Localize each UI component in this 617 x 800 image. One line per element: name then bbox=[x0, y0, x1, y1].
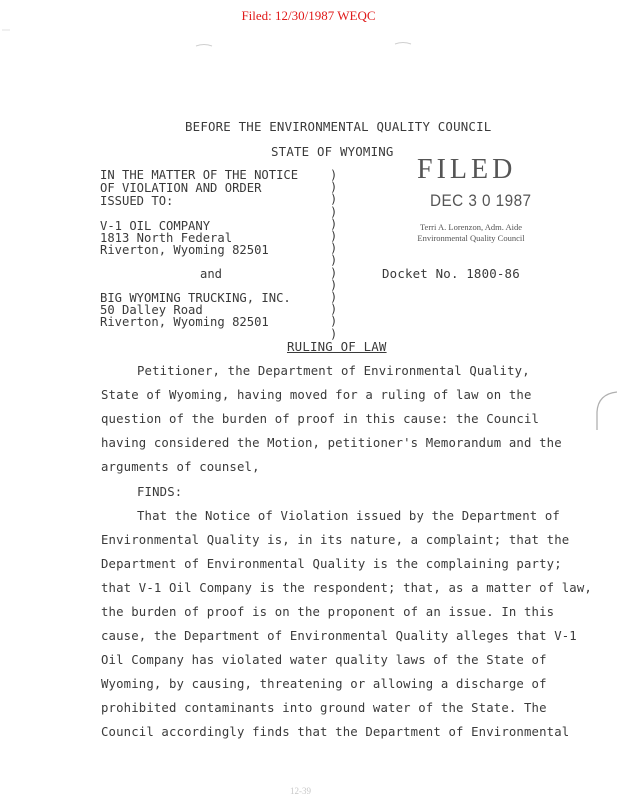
para1-line-1: Petitioner, the Department of Environmental Quality, bbox=[137, 364, 530, 378]
para2-line-3: Department of Environmental Quality is the complaining party; bbox=[101, 557, 562, 571]
caption-party2-city: Riverton, Wyoming 82501 bbox=[100, 315, 269, 329]
para2-line-9: prohibited contaminants into ground water of the State. The bbox=[101, 701, 547, 715]
para1-line-4: having considered the Motion, petitioner's Memorandum and the bbox=[101, 436, 562, 450]
para1-line-3: question of the burden of proof in this cause: the Council bbox=[101, 412, 540, 426]
caption-and: and bbox=[200, 267, 223, 281]
para2-line-6: cause, the Department of Environmental Quality alleges that V-1 bbox=[101, 629, 577, 643]
caption-matter-3: ISSUED TO: bbox=[100, 194, 174, 208]
caption-matter-1: IN THE MATTER OF THE NOTICE bbox=[100, 168, 299, 182]
finds-label: FINDS: bbox=[137, 485, 183, 499]
document-title: RULING OF LAW bbox=[287, 339, 387, 354]
heading-council: BEFORE THE ENVIRONMENTAL QUALITY COUNCIL bbox=[185, 119, 492, 134]
filed-header: Filed: 12/30/1987 WEQC bbox=[241, 8, 376, 23]
para1-line-5: arguments of counsel, bbox=[101, 460, 260, 474]
caption-party2-street: 50 Dalley Road bbox=[100, 303, 203, 317]
filed-stamp-word: FILED bbox=[417, 154, 517, 185]
caption-party2-name: BIG WYOMING TRUCKING, INC. bbox=[100, 291, 291, 305]
caption-brackets: ) ) ) ) ) ) ) ) ) ) ) ) ) ) bbox=[330, 168, 338, 341]
caption-party1-street: 1813 North Federal bbox=[100, 231, 233, 245]
para2-line-1: That the Notice of Violation issued by the Department of bbox=[137, 509, 560, 523]
para2-line-7: Oil Company has violated water quality laws of the State of bbox=[101, 653, 547, 667]
para2-line-2: Environmental Quality is, in its nature, a complaint; that the bbox=[101, 533, 570, 547]
caption-matter-2: OF VIOLATION AND ORDER bbox=[100, 181, 262, 195]
footer-mark: 12-39 bbox=[290, 786, 311, 796]
filed-stamp-date: DEC 3 0 1987 bbox=[430, 191, 532, 210]
para2-line-8: Wyoming, by causing, threatening or allowing a discharge of bbox=[101, 677, 547, 691]
filed-stamp-name: Terri A. Lorenzon, Adm. Aide bbox=[419, 222, 523, 232]
para1-line-2: State of Wyoming, having moved for a ruling of law on the bbox=[101, 388, 532, 402]
filed-stamp-office: Environmental Quality Council bbox=[417, 233, 525, 243]
caption-party1-city: Riverton, Wyoming 82501 bbox=[100, 243, 269, 257]
caption-party1-name: V-1 OIL COMPANY bbox=[100, 219, 211, 233]
para2-line-10: Council accordingly finds that the Department of Environmental bbox=[101, 725, 570, 739]
para2-line-4: that V-1 Oil Company is the respondent; that, as a matter of law, bbox=[101, 581, 592, 595]
heading-state: STATE OF WYOMING bbox=[271, 144, 394, 159]
para2-line-5: the burden of proof is on the proponent of an issue. In this bbox=[101, 605, 555, 619]
docket-number: Docket No. 1800-86 bbox=[382, 266, 520, 281]
